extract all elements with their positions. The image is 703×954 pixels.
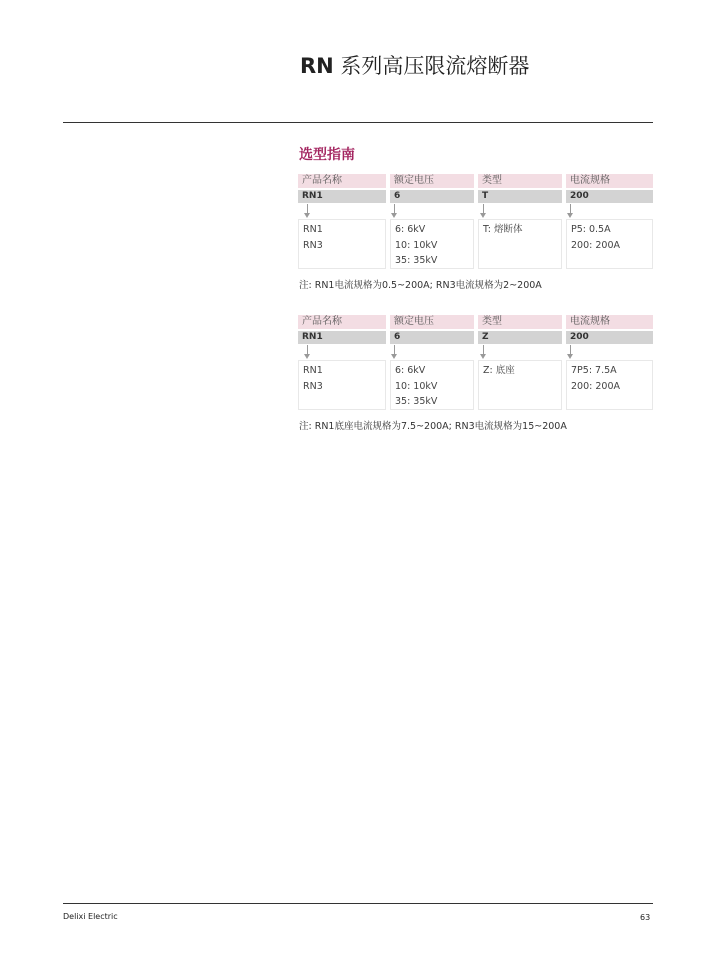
- column-header-current-rating: 电流规格: [566, 315, 653, 329]
- column-header-type: 类型: [478, 315, 562, 329]
- option-item: 6: 6kV: [395, 365, 426, 376]
- column-header-product-name: 产品名称: [298, 174, 386, 188]
- options-current-rating: [566, 360, 653, 410]
- options-type: [478, 360, 562, 410]
- option-item: 6: 6kV: [395, 224, 426, 235]
- arrow-down-icon: [307, 345, 308, 355]
- option-item: 10: 10kV: [395, 239, 438, 251]
- option-item: Z: 底座: [483, 365, 515, 376]
- code-current-rating: 200: [566, 331, 653, 344]
- footer-company: Delixi Electric: [63, 912, 118, 921]
- option-item: 10: 10kV: [395, 380, 438, 392]
- arrow-down-icon: [483, 204, 484, 214]
- header-divider: [63, 122, 653, 123]
- code-type: T: [478, 190, 562, 203]
- option-item: 35: 35kV: [395, 255, 438, 266]
- column-header-type: 类型: [478, 174, 562, 188]
- option-item: 7P5: 7.5A: [571, 365, 617, 376]
- code-rated-voltage: 6: [390, 190, 474, 203]
- column-header-product-name: 产品名称: [298, 315, 386, 329]
- column-header-rated-voltage: 额定电压: [390, 315, 474, 329]
- arrow-down-icon: [394, 204, 395, 214]
- options-product-name: [298, 219, 386, 269]
- option-item: RN3: [303, 380, 323, 392]
- arrow-down-icon: [307, 204, 308, 214]
- page-number: 63: [640, 913, 651, 922]
- options-rated-voltage: [390, 219, 474, 269]
- arrow-down-icon: [394, 345, 395, 355]
- column-header-current-rating: 电流规格: [566, 174, 653, 188]
- guide-note: 注: RN1底座电流规格为7.5~200A; RN3电流规格为15~200A: [299, 421, 567, 432]
- page-title-prefix: RN: [300, 54, 334, 78]
- code-rated-voltage: 6: [390, 331, 474, 344]
- guide-note: 注: RN1电流规格为0.5~200A; RN3电流规格为2~200A: [299, 280, 542, 291]
- footer-divider: [63, 903, 653, 904]
- options-type: [478, 219, 562, 269]
- option-item: RN1: [303, 224, 323, 235]
- options-rated-voltage: [390, 360, 474, 410]
- column-header-rated-voltage: 额定电压: [390, 174, 474, 188]
- page-title: [300, 50, 529, 80]
- arrow-down-icon: [570, 204, 571, 214]
- option-item: T: 熔断体: [483, 224, 523, 235]
- option-item: RN3: [303, 239, 323, 251]
- arrow-down-icon: [570, 345, 571, 355]
- code-product-name: RN1: [298, 331, 386, 344]
- page-title-text: 系列高压限流熔断器: [333, 54, 530, 78]
- section-title: 选型指南: [299, 147, 355, 163]
- options-product-name: [298, 360, 386, 410]
- option-item: 200: 200A: [571, 380, 620, 392]
- code-current-rating: 200: [566, 190, 653, 203]
- option-item: 200: 200A: [571, 239, 620, 251]
- arrow-down-icon: [483, 345, 484, 355]
- code-type: Z: [478, 331, 562, 344]
- options-current-rating: [566, 219, 653, 269]
- code-product-name: RN1: [298, 190, 386, 203]
- option-item: 35: 35kV: [395, 396, 438, 407]
- option-item: P5: 0.5A: [571, 224, 611, 235]
- option-item: RN1: [303, 365, 323, 376]
